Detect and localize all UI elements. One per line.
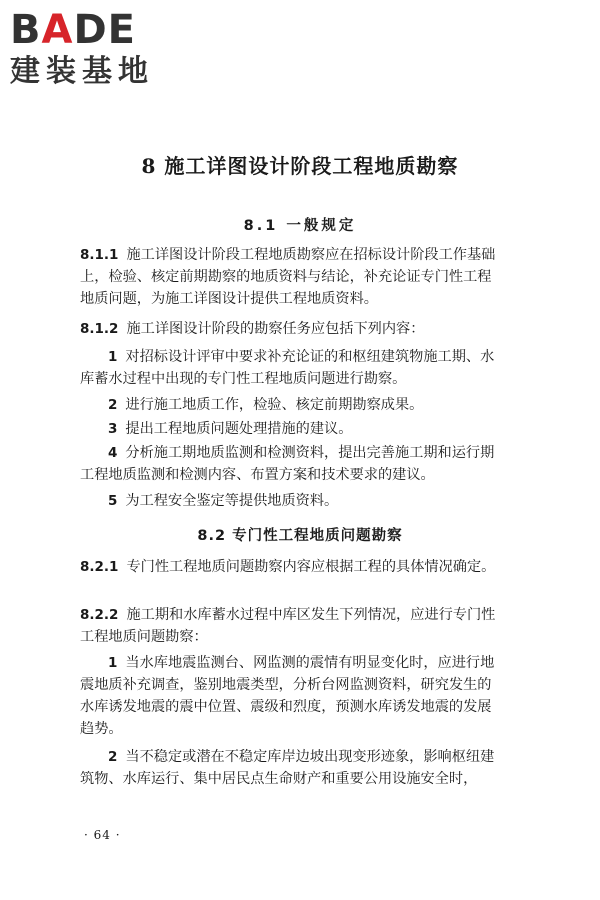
clause-8-2-2 — [80, 604, 498, 648]
list-item-8-1-2-3 — [80, 418, 498, 440]
item-number: 2 — [108, 397, 118, 413]
item-number: 1 — [108, 655, 118, 671]
list-item-8-1-2-2 — [80, 394, 498, 416]
clause-text: 施工详图设计阶段的勘察任务应包括下列内容： — [126, 321, 425, 337]
item-text: 对招标设计评审中要求补充论证的和枢纽建筑物施工期、水库蓄水过程中出现的专门性工程地质问题进行勘察。 — [80, 349, 495, 387]
item-number: 3 — [108, 421, 118, 437]
list-item-8-1-2-5 — [80, 490, 498, 512]
item-text: 提出工程地质问题处理措施的建议。 — [125, 421, 353, 437]
list-item-8-1-2-1 — [80, 346, 498, 390]
clause-8-2-1 — [80, 556, 498, 578]
item-text: 进行施工地质工作，检验、核定前期勘察成果。 — [125, 397, 424, 413]
clause-number: 8.1.1 — [80, 247, 119, 263]
item-text: 分析施工期地质监测和检测资料，提出完善施工期和运行期工程地质监测和检测内容、布置方案和技术要求的建议。 — [80, 445, 495, 483]
bade-logo — [10, 8, 180, 90]
clause-8-1-2 — [80, 318, 498, 340]
item-number: 1 — [108, 349, 118, 365]
list-item-8-2-2-1 — [80, 652, 498, 740]
logo-subtitle: 建装基地 — [10, 54, 154, 89]
logo-wordmark: BADE — [10, 7, 136, 53]
clause-text: 施工详图设计阶段工程地质勘察应在招标设计阶段工作基础上，检验、核定前期勘察的地质资料与结论，补充论证专门性工程地质问题，为施工详图设计提供工程地质资料。 — [80, 247, 496, 307]
item-number: 4 — [108, 445, 118, 461]
logo-accent-letter: A — [41, 7, 74, 53]
list-item-8-2-2-2 — [80, 746, 498, 790]
clause-number: 8.2.2 — [80, 607, 119, 623]
section-title-8-1: 8.1 一般规定 — [243, 218, 357, 234]
section-title-8-2: 8.2 专门性工程地质问题勘察 — [197, 528, 403, 544]
item-number: 5 — [108, 493, 118, 509]
item-number: 2 — [108, 749, 118, 765]
item-text: 当不稳定或潜在不稳定库岸边坡出现变形迹象，影响枢纽建筑物、水库运行、集中居民点生命财产和重要公用设施安全时， — [80, 749, 495, 787]
chapter-title: 8 施工详图设计阶段工程地质勘察 — [141, 154, 459, 178]
item-text: 当水库地震监测台、网监测的震情有明显变化时，应进行地震地质补充调查，鉴别地震类型，分析台网监测资料，研究发生的水库诱发地震的震中位置、震级和烈度，预测水库诱发地震的发展趋势。 — [80, 655, 495, 737]
clause-number: 8.1.2 — [80, 321, 119, 337]
clause-number: 8.2.1 — [80, 559, 119, 575]
item-text: 为工程安全鉴定等提供地质资料。 — [125, 493, 339, 509]
page-number: · 64 · — [84, 828, 121, 842]
list-item-8-1-2-4 — [80, 442, 498, 486]
clause-text: 专门性工程地质问题勘察内容应根据工程的具体情况确定。 — [126, 559, 496, 575]
clause-text: 施工期和水库蓄水过程中库区发生下列情况，应进行专门性工程地质问题勘察： — [80, 607, 496, 645]
clause-8-1-1 — [80, 244, 498, 310]
